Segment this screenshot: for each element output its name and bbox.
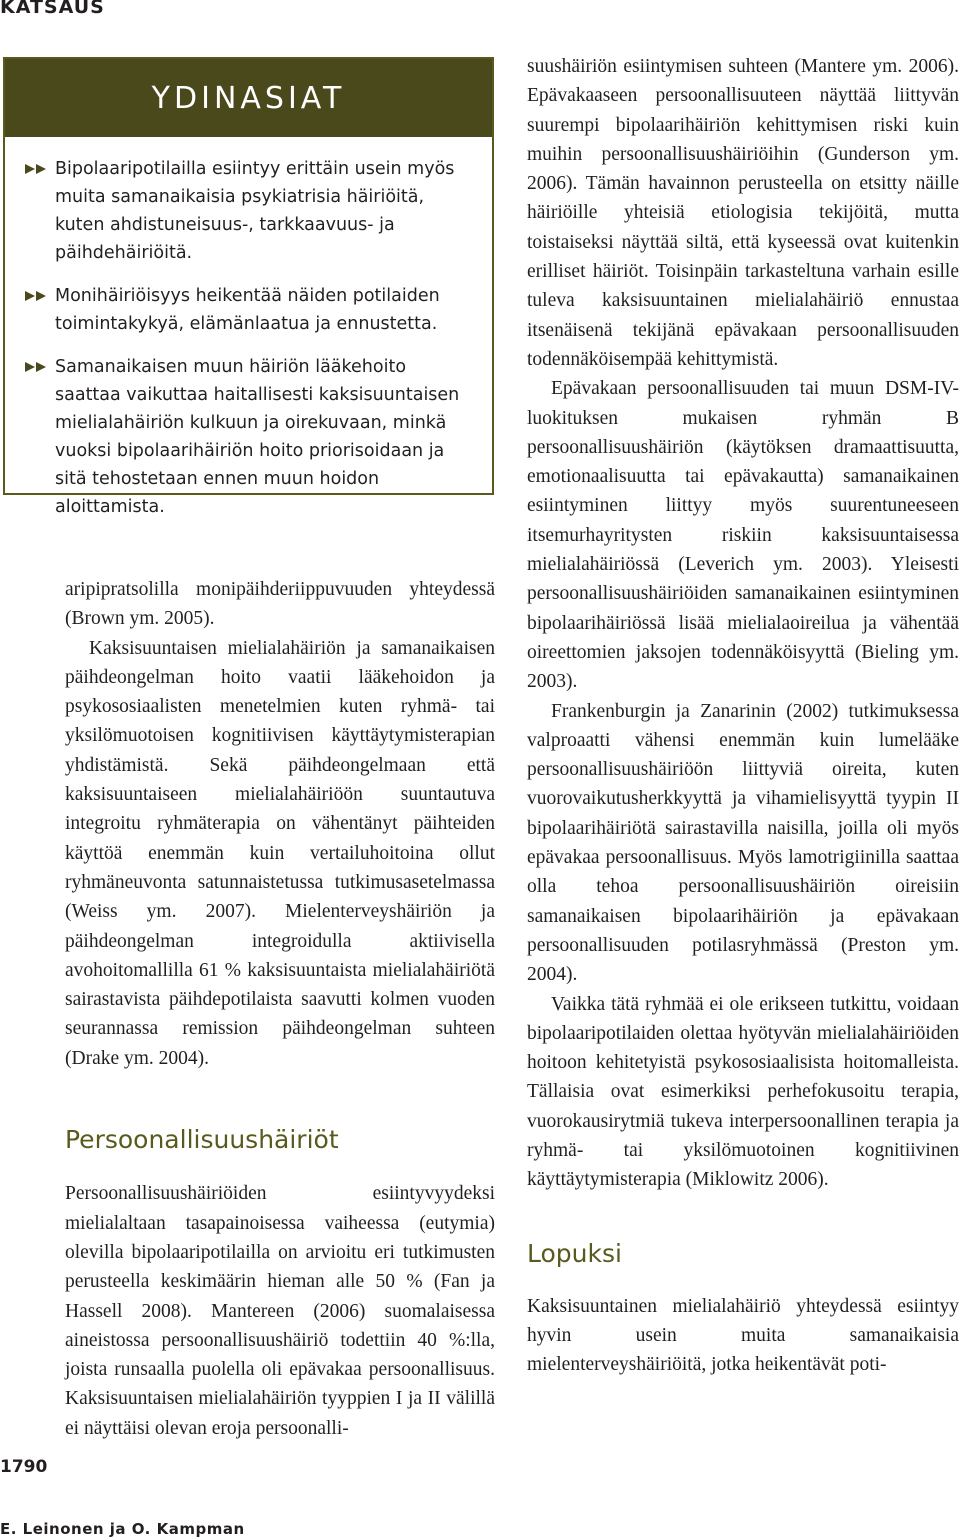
body-paragraph: Epävakaan persoonallisuuden tai muun DSM-IV-luokituksen mukaisen ryhmän B persoonallisuushäiriön (käytöksen dramaattisuutta, emotionaalisuutta tai epävakautta) samanaikainen esiintyminen liittyy myös suurentuneeseen itsemurhayritysten riskiin kaksisuuntaisessa mielialahäiriössä (Leverich ym. 2003). Yleisesti persoonallisuushäiriöiden samanaikainen esiintyminen bipolaarihäiriössä lisää mielialaoireilua ja vähentää oireettomien jaksojen todennäköisyyttä (Bieling ym. 2003). [527,378,959,693]
section-heading-conclusion: Lopuksi [527,1238,622,1268]
double-chevron-right-icon [25,164,47,174]
key-point-item [25,155,474,267]
section-heading-personality-disorders: Persoonallisuushäiriöt [65,1125,339,1155]
key-points-list [5,137,492,521]
body-paragraph: Persoonallisuushäiriöiden esiintyvyydeksi mielialaltaan tasapainoisessa vaiheessa (eutymia) olevilla bipolaaripotilailla on arvioitu eri tutkimusten perusteella keskimäärin hieman alle 50 % (Fan ja Hassell 2008). Mantereen (2006) suomalaisessa aineistossa persoonallisuushäiriö todettiin 40 %:lla, joista runsaalla puolella oli epävakaa persoonallisuus. Kaksisuuntaisen mielialahäiriön tyyppien I ja II välillä ei näyttäisi olevan eroja persoonalli- [65,1183,495,1439]
double-chevron-right-icon [25,291,47,301]
key-points-box [3,57,494,517]
right-text-column [527,52,959,1380]
page-number: 1790 [0,1457,48,1477]
body-paragraph: Kaksisuuntainen mielialahäiriö yhteydessä esiintyy hyvin usein muita samanaikaisia mielenterveyshäiriöitä, jotka heikentävät poti- [527,1295,959,1376]
left-text-column [65,575,495,1443]
key-point-text: Samanaikaisen muun häiriön lääkehoito saattaa vaikuttaa haitallisesti kaksisuuntaisen mielialahäiriön kulkuun ja oirekuvaan, minkä vuoksi bipolaarihäiriön hoito priorisoidaan ja sitä tehostetaan ennen muun hoidon aloittamista. [55,357,460,517]
footer-authors: E. Leinonen ja O. Kampman [0,1520,245,1538]
section-label: KATSAUS [0,0,105,18]
body-paragraph: aripipratsolilla monipäihderiippuvuuden yhteydessä (Brown ym. 2005). [65,579,495,630]
key-point-text: Bipolaaripotilailla esiintyy erittäin usein myös muita samanaikaisia psykiatrisia häiriöitä, kuten ahdistuneisuus-, tarkkaavuus- ja päihdehäiriöitä. [55,159,455,263]
key-point-item [25,282,474,338]
body-paragraph: Frankenburgin ja Zanarinin (2002) tutkimuksessa valproaatti vähensi enemmän kuin lumelääke persoonallisuushäiriöön liittyviä oireita, kuten vuorovaikutusherkkyyttä ja vihamielisyyttä tyypin II bipolaarihäiriötä sairastavilla naisilla, joilla oli myös epävakaa persoonallisuus. Myös lamotrigiinilla saattaa olla tehoa persoonallisuushäiriön oireisiin samanaikaisen bipolaarihäiriön ja epävakaan persoonallisuuden potilasryhmässä (Preston ym. 2004). [527,700,959,986]
double-chevron-right-icon [25,362,47,372]
key-point-text: Monihäiriöisyys heikentää näiden potilaiden toimintakykyä, elämänlaatua ja ennustetta. [55,286,440,334]
body-paragraph: Vaikka tätä ryhmää ei ole erikseen tutkittu, voidaan bipolaaripotilaiden olettaa hyötyvän mielialahäiriöiden hoitoon kehitetyistä psykososiaalisista hoitomalleista. Tällaisia ovat esimerkiksi perhefokusoitu terapia, vuorokausirytmiä tukeva interpersoonallinen terapia ja ryhmä- tai yksilömuotoinen kognitiivinen käyttäytymisterapia (Miklowitz 2006). [527,993,959,1191]
body-paragraph: Kaksisuuntaisen mielialahäiriön ja samanaikaisen päihdeongelman hoito vaatii lääkehoidon ja psykososiaalisten menetelmien kuten ryhmä- tai yksilömuotoisen kognitiivisen käyttäytymisterapian yhdistämistä. Sekä päihdeongelmaan että kaksisuuntaiseen mielialahäiriöön suuntautuva integroitu ryhmäterapia on vähentänyt päihteiden käyttöä enemmän kuin vertailuhoitoina ollut ryhmäneuvonta satunnaistetussa tutkimusasetelmassa (Weiss ym. 2007). Mielenterveyshäiriön ja päihdeongelman integroidulla aktiivisella avohoitomallilla 61 % kaksisuuntaista mielialahäiriötä sairastavista päihdepotilaista saavutti kolmen vuoden seurannassa remission päihdeongelman suhteen (Drake ym. 2004). [65,637,495,1069]
key-points-title: YDINASIAT [5,59,492,137]
key-point-item [25,353,474,521]
body-paragraph: suushäiriön esiintymisen suhteen (Mantere ym. 2006). Epävakaaseen persoonallisuuteen näyttää liittyvän suurempi bipolaarihäiriön kehittymisen riski kuin muihin persoonallisuushäiriöihin (Gunderson ym. 2006). Tämän havainnon perusteella on etsitty näille häiriöille yhteisiä etiologisia tekijöitä, mutta toistaiseksi näyttää siltä, että kyseessä ovat kuitenkin erilliset häiriöt. Toisinpäin tarkasteltuna varhain esille tuleva kaksisuuntainen mielialahäiriö ennustaa itsenäisenä tekijänä epävakaan persoonallisuuden todennäköisempää kehittymistä. [527,56,959,370]
